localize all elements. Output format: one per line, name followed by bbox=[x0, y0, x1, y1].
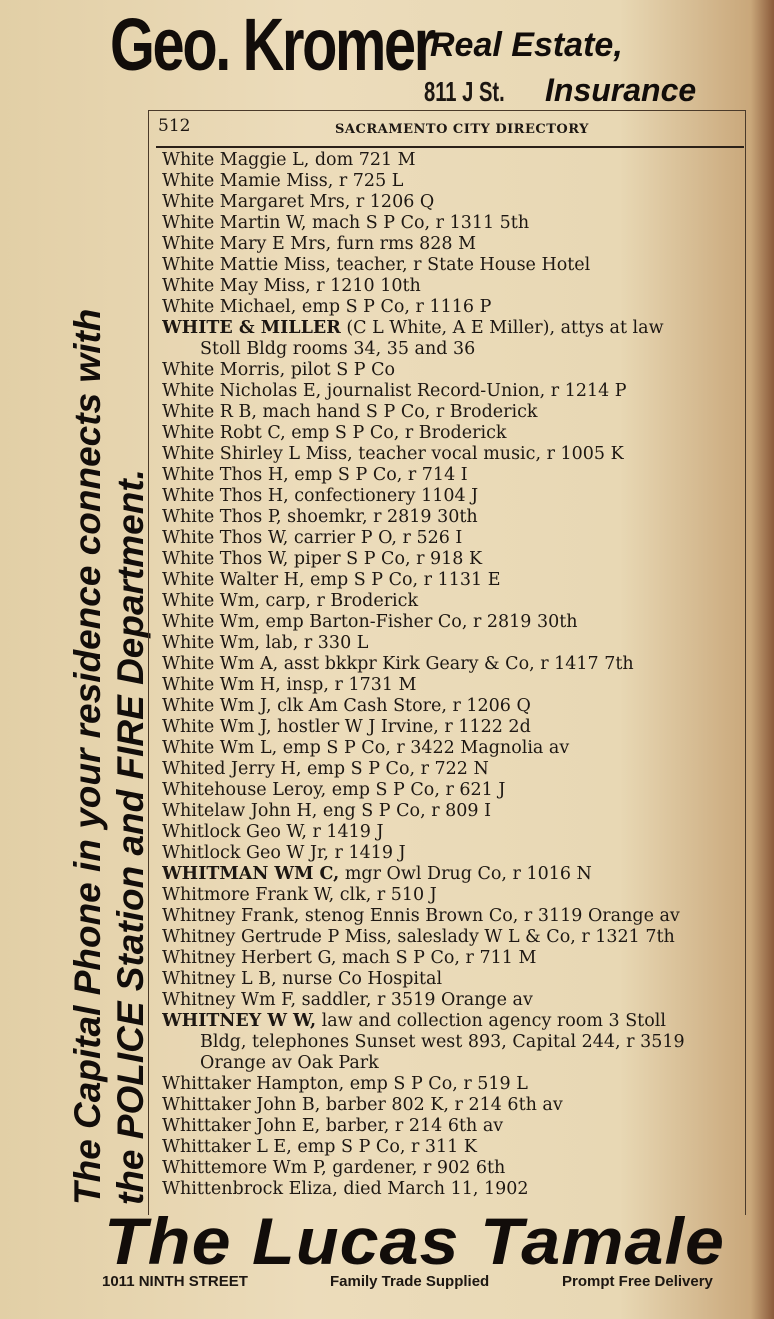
directory-entry bbox=[162, 591, 747, 612]
directory-entry bbox=[162, 276, 747, 297]
directory-entry bbox=[162, 486, 747, 507]
entry-text: Orange av Oak Park bbox=[200, 1053, 379, 1073]
bottom-ad-tagline-1: Family Trade Supplied bbox=[330, 1273, 490, 1290]
directory-entry bbox=[162, 822, 747, 843]
entry-text: White R B, mach hand S P Co, r Broderick bbox=[162, 402, 538, 422]
advertiser-address: 811 J St. bbox=[424, 76, 505, 107]
entry-text: White Thos W, piper S P Co, r 918 K bbox=[162, 549, 483, 569]
top-advertisement bbox=[0, 0, 774, 112]
directory-entry bbox=[162, 801, 747, 822]
directory-entry bbox=[162, 171, 747, 192]
directory-entry bbox=[162, 1137, 747, 1158]
bottom-ad-tagline-2: Prompt Free Delivery bbox=[562, 1273, 713, 1290]
directory-entry bbox=[162, 318, 747, 339]
directory-entry bbox=[162, 990, 747, 1011]
entry-text: Whittaker L E, emp S P Co, r 311 K bbox=[162, 1137, 477, 1157]
directory-entry bbox=[162, 549, 747, 570]
directory-entry bbox=[162, 612, 747, 633]
entry-text: White Thos W, carrier P O, r 526 I bbox=[162, 528, 463, 548]
directory-entry bbox=[162, 759, 747, 780]
side-ad-line-1: The Capital Phone in your residence connects with bbox=[67, 308, 108, 1205]
directory-entry bbox=[162, 633, 747, 654]
entry-text: Whittemore Wm P, gardener, r 902 6th bbox=[162, 1158, 506, 1178]
directory-entry bbox=[162, 570, 747, 591]
entry-text: White Margaret Mrs, r 1206 Q bbox=[162, 192, 435, 212]
entry-text: White Mary E Mrs, furn rms 828 M bbox=[162, 234, 477, 254]
entry-text: White Nicholas E, journalist Record-Union, r 1214 P bbox=[162, 381, 627, 401]
directory-entry bbox=[162, 885, 747, 906]
bottom-ad-title: The Lucas Tamale bbox=[104, 1204, 725, 1278]
directory-entry bbox=[162, 969, 747, 990]
entry-text: Whitney Herbert G, mach S P Co, r 711 M bbox=[162, 948, 537, 968]
entry-text: White Wm A, asst bkkpr Kirk Geary & Co, r 1417 7th bbox=[162, 654, 634, 674]
directory-entry bbox=[162, 423, 747, 444]
entry-text: Whited Jerry H, emp S P Co, r 722 N bbox=[162, 759, 489, 779]
entry-text: White Morris, pilot S P Co bbox=[162, 360, 396, 380]
directory-entry bbox=[162, 150, 747, 171]
entry-text: Whitmore Frank W, clk, r 510 J bbox=[162, 885, 437, 905]
entry-bold-name: WHITE & MILLER bbox=[162, 318, 341, 338]
side-advertisement bbox=[66, 115, 156, 1205]
page-title: SACRAMENTO CITY DIRECTORY bbox=[335, 122, 589, 137]
advertiser-name: Geo. Kromer bbox=[110, 3, 434, 86]
entry-text: Whittaker John B, barber 802 K, r 214 6th av bbox=[162, 1095, 563, 1115]
side-ad-line-2: the POLICE Station and FIRE Department. bbox=[110, 469, 151, 1205]
entry-continuation bbox=[162, 339, 747, 360]
directory-entry bbox=[162, 297, 747, 318]
directory-entry bbox=[162, 1011, 747, 1032]
entry-text: Bldg, telephones Sunset west 893, Capital 244, r 3519 bbox=[200, 1032, 685, 1052]
entry-text: Whitlock Geo W, r 1419 J bbox=[162, 822, 384, 842]
directory-entry bbox=[162, 528, 747, 549]
entry-text: Whitney Gertrude P Miss, saleslady W L & Co, r 1321 7th bbox=[162, 927, 675, 947]
page-number: 512 bbox=[158, 116, 191, 136]
directory-entries bbox=[162, 150, 747, 1200]
entry-text: White Walter H, emp S P Co, r 1131 E bbox=[162, 570, 501, 590]
entry-bold-name: WHITMAN WM C, bbox=[162, 864, 340, 884]
header-divider bbox=[156, 146, 744, 148]
entry-text: mgr Owl Drug Co, r 1016 N bbox=[339, 864, 592, 884]
directory-entry bbox=[162, 213, 747, 234]
directory-entry bbox=[162, 402, 747, 423]
directory-entry bbox=[162, 717, 747, 738]
directory-entry bbox=[162, 654, 747, 675]
directory-entry bbox=[162, 507, 747, 528]
entry-text: Whitehouse Leroy, emp S P Co, r 621 J bbox=[162, 780, 506, 800]
entry-text: White May Miss, r 1210 10th bbox=[162, 276, 421, 296]
directory-entry bbox=[162, 927, 747, 948]
entry-text: Whitney Wm F, saddler, r 3519 Orange av bbox=[162, 990, 533, 1010]
directory-entry bbox=[162, 255, 747, 276]
entry-text: Whittaker Hampton, emp S P Co, r 519 L bbox=[162, 1074, 528, 1094]
entry-text: White Wm L, emp S P Co, r 3422 Magnolia av bbox=[162, 738, 570, 758]
entry-text: Whitelaw John H, eng S P Co, r 809 I bbox=[162, 801, 491, 821]
entry-text: White Wm H, insp, r 1731 M bbox=[162, 675, 417, 695]
directory-entry bbox=[162, 1179, 747, 1200]
entry-text: White Thos H, confectionery 1104 J bbox=[162, 486, 479, 506]
entry-text: White Thos H, emp S P Co, r 714 I bbox=[162, 465, 468, 485]
directory-entry bbox=[162, 780, 747, 801]
entry-continuation bbox=[162, 1032, 747, 1053]
entry-text: White Robt C, emp S P Co, r Broderick bbox=[162, 423, 507, 443]
entry-continuation bbox=[162, 1053, 747, 1074]
advertiser-service-1: Real Estate, bbox=[430, 26, 623, 64]
directory-entry bbox=[162, 906, 747, 927]
directory-entry bbox=[162, 1158, 747, 1179]
advertiser-service-2: Insurance bbox=[545, 72, 697, 108]
directory-entry bbox=[162, 738, 747, 759]
entry-text: White Mamie Miss, r 725 L bbox=[162, 171, 404, 191]
entry-text: White Maggie L, dom 721 M bbox=[162, 150, 416, 170]
entry-text: White Martin W, mach S P Co, r 1311 5th bbox=[162, 213, 530, 233]
bottom-ad-address: 1011 NINTH STREET bbox=[102, 1273, 248, 1290]
entry-text: Whittaker John E, barber, r 214 6th av bbox=[162, 1116, 504, 1136]
entry-text: White Thos P, shoemkr, r 2819 30th bbox=[162, 507, 478, 527]
entry-text: White Wm J, hostler W J Irvine, r 1122 2d bbox=[162, 717, 531, 737]
entry-text: law and collection agency room 3 Stoll bbox=[316, 1011, 666, 1031]
entry-text: White Michael, emp S P Co, r 1116 P bbox=[162, 297, 492, 317]
entry-text: White Wm, lab, r 330 L bbox=[162, 633, 369, 653]
directory-entry bbox=[162, 1095, 747, 1116]
directory-entry bbox=[162, 948, 747, 969]
directory-entry bbox=[162, 864, 747, 885]
entry-text: White Wm, emp Barton-Fisher Co, r 2819 30th bbox=[162, 612, 578, 632]
directory-entry bbox=[162, 360, 747, 381]
directory-entry bbox=[162, 192, 747, 213]
entry-bold-name: WHITNEY W W, bbox=[162, 1011, 317, 1031]
entry-text: White Wm J, clk Am Cash Store, r 1206 Q bbox=[162, 696, 531, 716]
directory-entry bbox=[162, 1116, 747, 1137]
directory-entry bbox=[162, 381, 747, 402]
entry-text: White Wm, carp, r Broderick bbox=[162, 591, 419, 611]
entry-text: Stoll Bldg rooms 34, 35 and 36 bbox=[200, 339, 476, 359]
directory-entry bbox=[162, 444, 747, 465]
entry-text: White Shirley L Miss, teacher vocal music, r 1005 K bbox=[162, 444, 624, 464]
directory-entry bbox=[162, 1074, 747, 1095]
directory-entry bbox=[162, 675, 747, 696]
entry-text: Whitlock Geo W Jr, r 1419 J bbox=[162, 843, 406, 863]
entry-text: (C L White, A E Miller), attys at law bbox=[340, 318, 664, 338]
directory-entry bbox=[162, 696, 747, 717]
directory-entry bbox=[162, 234, 747, 255]
entry-text: Whitney Frank, stenog Ennis Brown Co, r 3119 Orange av bbox=[162, 906, 680, 926]
entry-text: White Mattie Miss, teacher, r State House Hotel bbox=[162, 255, 591, 275]
directory-entry bbox=[162, 843, 747, 864]
directory-entry bbox=[162, 465, 747, 486]
entry-text: Whitney L B, nurse Co Hospital bbox=[162, 969, 443, 989]
entry-text: Whittenbrock Eliza, died March 11, 1902 bbox=[162, 1179, 529, 1199]
